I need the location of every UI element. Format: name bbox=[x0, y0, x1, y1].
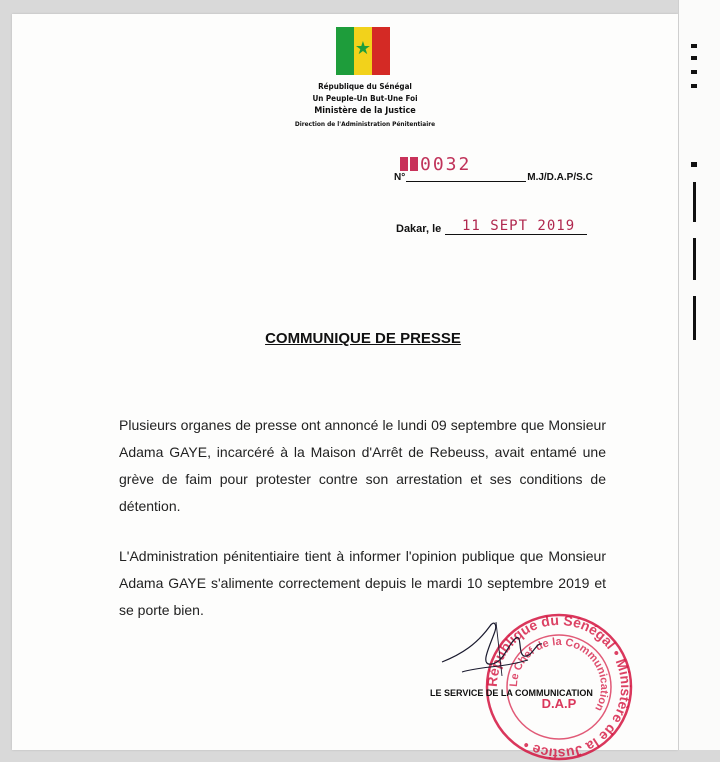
adjacent-page-edge bbox=[678, 0, 720, 750]
date-stamp: 11 SEPT 2019 bbox=[462, 218, 576, 234]
star-icon: ★ bbox=[354, 38, 372, 58]
document-title: COMMUNIQUE DE PRESSE bbox=[265, 330, 461, 347]
seal-center-text: D.A.P bbox=[541, 696, 577, 711]
country-name: République du Sénégal bbox=[318, 82, 412, 91]
ministry-name: Ministère de la Justice bbox=[314, 106, 416, 116]
handwritten-signature bbox=[432, 614, 552, 694]
direction-name: Direction de l'Administration Pénitentiaire bbox=[294, 120, 436, 128]
reference-number-stamp: 0032 bbox=[400, 154, 471, 175]
signing-service: LE SERVICE DE LA COMMUNICATION bbox=[430, 688, 593, 698]
national-motto: Un Peuple-Un But-Une Foi bbox=[312, 94, 418, 103]
seal-inner-text: Le Chef de la Communication bbox=[507, 635, 611, 714]
reference-prefix: N° bbox=[394, 172, 406, 183]
seal-outer-text: République du Sénégal • Ministère de la Justice • bbox=[484, 612, 634, 762]
senegal-flag-emblem bbox=[336, 27, 390, 75]
paragraph-1: Plusieurs organes de presse ont annoncé le lundi 09 septembre que Monsieur Adama GAYE, incarcéré à la Maison d'Arrêt de Rebeuss, avait entamé une grève de faim pour protester contre son arrestation et ses conditions de détention. bbox=[119, 417, 606, 514]
reference-suffix: M.J/D.A.P/S.C bbox=[527, 172, 593, 183]
paragraph-2: L'Administration pénitentiaire tient à informer l'opinion publique que Monsieur Adama GAYE s'alimente correctement depuis le mardi 10 septembre 2019 et se porte bien. bbox=[119, 548, 606, 618]
date-place: Dakar, le bbox=[396, 223, 442, 235]
reference-line bbox=[394, 172, 593, 183]
